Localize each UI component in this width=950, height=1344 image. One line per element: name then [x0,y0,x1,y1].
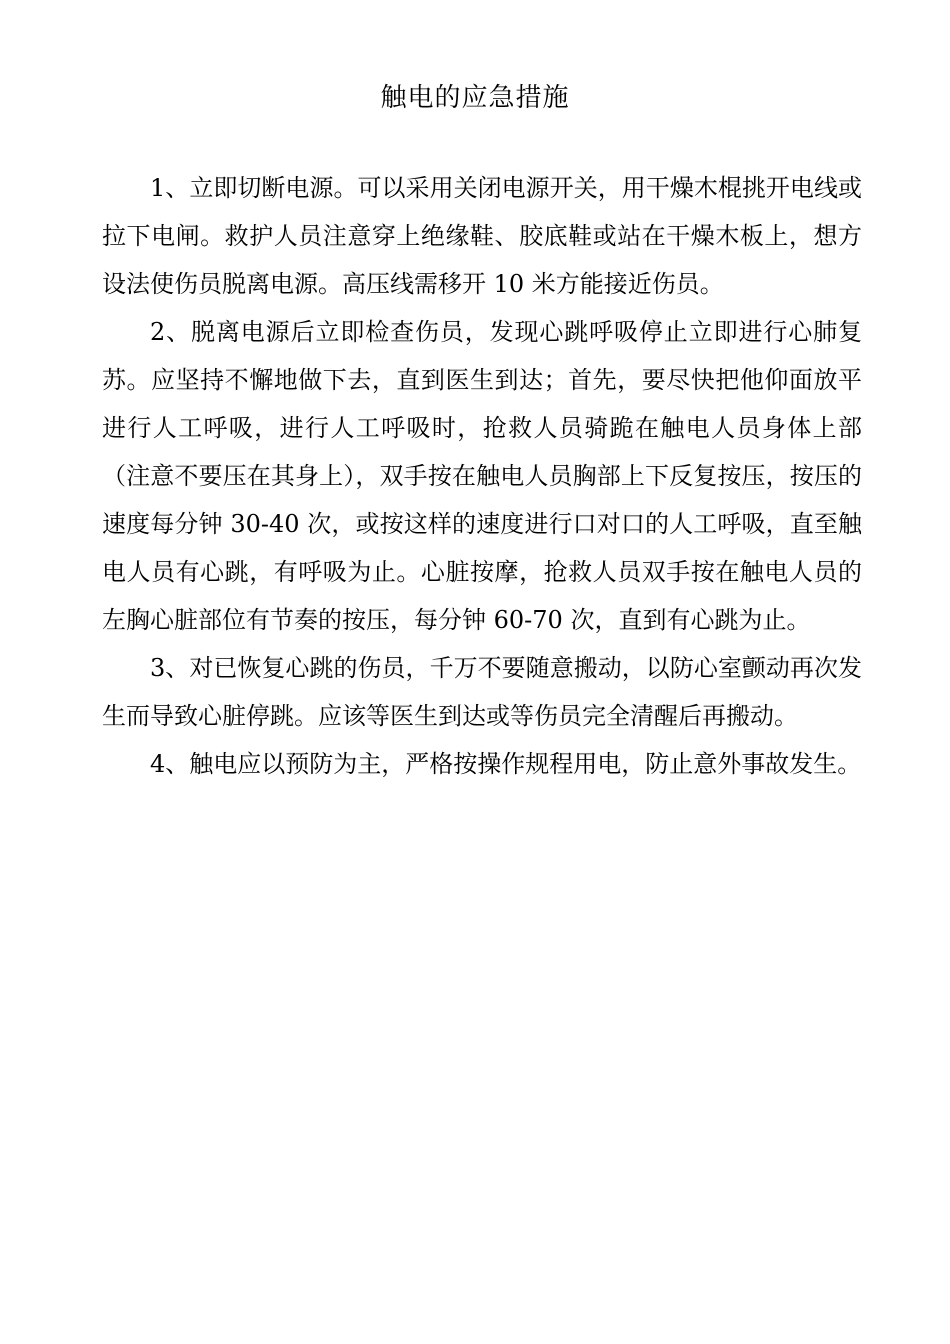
paragraph-1: 1、立即切断电源。可以采用关闭电源开关，用干燥木棍挑开电线或拉下电闸。救护人员注意穿上绝缘鞋、胶底鞋或站在干燥木板上，想方设法使伤员脱离电源。高压线需移开 10 米方能接近伤员。 [102,174,862,298]
paragraph-3: 3、对已恢复心跳的伤员，千万不要随意搬动，以防心室颤动再次发生而导致心脏停跳。应该等医生到达或等伤员完全清醒后再搬动。 [102,654,862,730]
document-body [102,164,862,788]
paragraph-2: 2、脱离电源后立即检查伤员，发现心跳呼吸停止立即进行心肺复苏。应坚持不懈地做下去，直到医生到达；首先，要尽快把他仰面放平进行人工呼吸，进行人工呼吸时，抢救人员骑跪在触电人员身体上部（注意不要压在其身上），双手按在触电人员胸部上下反复按压，按压的速度每分钟 30-40 次，或按这样的速度进行口对口的人工呼吸，直至触电人员有心跳，有呼吸为止。心脏按摩，抢救人员双手按在触电人员的左胸心脏部位有节奏的按压，每分钟 60-70 次，直到有心跳为止。 [102,318,862,634]
paragraph-4: 4、触电应以预防为主，严格按操作规程用电，防止意外事故发生。 [150,750,862,778]
document-title: 触电的应急措施 [380,83,570,113]
